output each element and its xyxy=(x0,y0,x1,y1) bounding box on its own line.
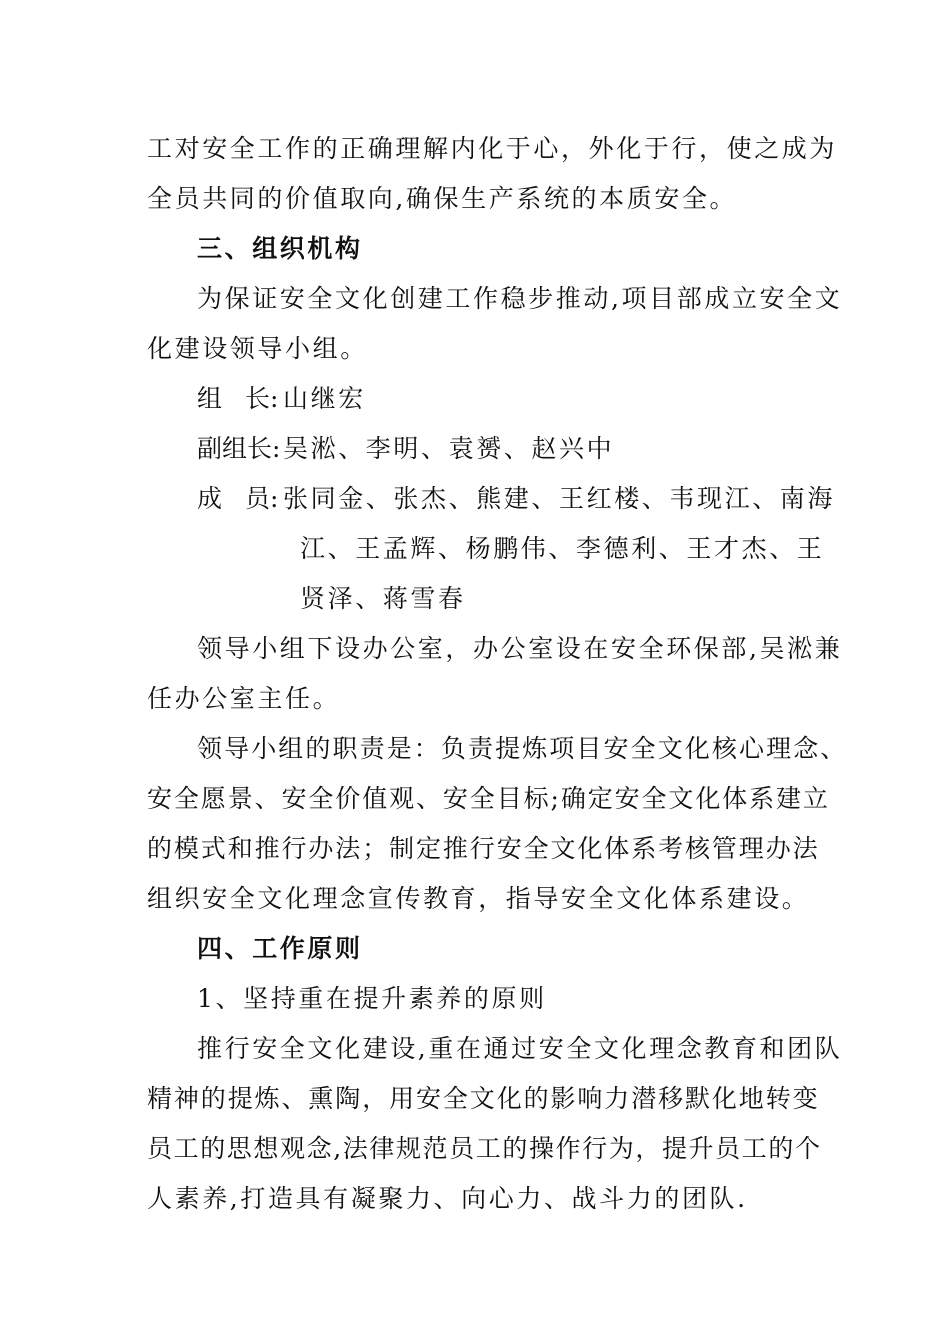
members-row xyxy=(197,482,835,516)
paragraph-line: 精神的提炼、熏陶，用安全文化的影响力潜移默化地转变 xyxy=(147,1084,820,1113)
paragraph-line: 全员共同的价值取向,确保生产系统的本质安全。 xyxy=(147,184,738,213)
paragraph-line: 安全愿景、安全价值观、安全目标;确定安全文化体系建立 xyxy=(147,784,830,813)
paragraph-line: 领导小组下设办公室，办公室设在安全环保部,吴淞兼 xyxy=(197,634,843,663)
principle-title: 1、坚持重在提升素养的原则 xyxy=(197,984,547,1013)
paragraph-line: 工对安全工作的正确理解内化于心，外化于行，使之成为 xyxy=(147,134,838,163)
leader-names: 山继宏 xyxy=(283,384,366,413)
paragraph-line: 员工的思想观念,法律规范员工的操作行为，提升员工的个 xyxy=(147,1134,822,1163)
section-heading-principles: 四、工作原则 xyxy=(197,934,363,963)
paragraph-line: 人素养,打造具有凝聚力、向心力、战斗力的团队. xyxy=(147,1184,748,1213)
leader-row xyxy=(197,382,366,416)
deputy-row xyxy=(197,432,614,466)
members-label: 成 员: xyxy=(197,484,279,513)
paragraph-line: 的模式和推行办法；制定推行安全文化体系考核管理办法 xyxy=(147,834,820,863)
leader-label: 组 长: xyxy=(197,384,279,413)
deputy-names: 吴淞、李明、袁赟、赵兴中 xyxy=(283,434,615,463)
members-names: 贤泽、蒋雪春 xyxy=(300,584,466,613)
paragraph-line: 推行安全文化建设,重在通过安全文化理念教育和团队 xyxy=(197,1034,843,1063)
section-heading-organization: 三、组织机构 xyxy=(197,234,363,263)
paragraph-line: 组织安全文化理念宣传教育，指导安全文化体系建设。 xyxy=(147,884,810,913)
members-names: 江、王孟辉、杨鹏伟、李德利、王才杰、王 xyxy=(300,534,825,563)
paragraph-line: 任办公室主任。 xyxy=(147,684,341,713)
members-names: 张同金、张杰、熊建、王红楼、韦现江、南海 xyxy=(283,484,836,513)
paragraph-line: 领导小组的职责是：负责提炼项目安全文化核心理念、 xyxy=(197,734,848,763)
deputy-label: 副组长: xyxy=(197,434,281,463)
paragraph-line: 为保证安全文化创建工作稳步推动,项目部成立安全文 xyxy=(197,284,843,313)
paragraph-line: 化建设领导小组。 xyxy=(147,334,368,363)
